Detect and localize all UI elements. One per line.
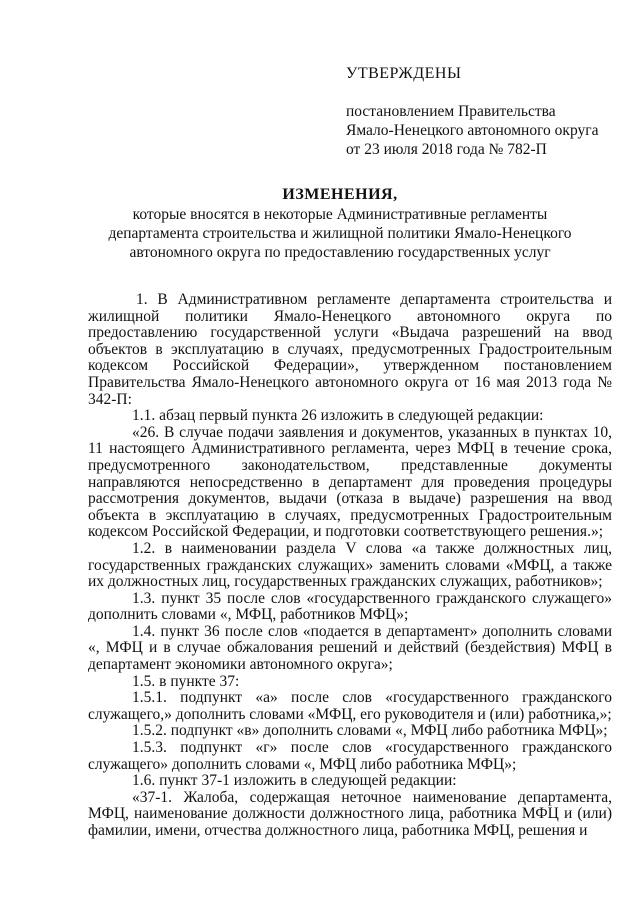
paragraph-1: 1. В Административном регламенте департамента строительства и жилищной политики Ямало-Ненецкого автономного округа по предоставлению государственной услуги «Выдача разрешений на ввод объектов в эксплуатацию в случаях, предусмотренных Градостроительным кодексом Российской Федерации», утвержденном постановлением Правительства Ямало-Ненецкого автономного округа от 16 мая 2013 года № 342-П: — [88, 291, 612, 408]
paragraph-1-4: 1.4. пункт 36 после слов «подается в департамент» дополнить словами «, МФЦ и в случае обжалования решений и действий (бездействия) МФЦ в департамент экономики автономного округа»; — [88, 622, 612, 674]
heading-line-1: которые вносятся в некоторые Административные регламенты — [132, 206, 548, 223]
paragraph-1-2: 1.2. в наименовании раздела V слова «а также должностных лиц, государственных гражданских служащих» заменить словами «МФЦ, а также их должностных лиц, государственных гражданских служащих, работников»; — [88, 539, 612, 591]
approval-line-2: Ямало-Ненецкого автономного округа — [346, 122, 599, 139]
paragraph-1-6: 1.6. пункт 37-1 изложить в следующей редакции: — [132, 772, 457, 790]
paragraph-1-5-3: 1.5.3. подпункт «г» после слов «государственного гражданского служащего» дополнить словами «, МФЦ либо работника МФЦ»; — [88, 739, 612, 773]
paragraph-1-1: 1.1. абзац первый пункта 26 изложить в следующей редакции: — [132, 407, 544, 425]
paragraph-1-5-1: 1.5.1. подпункт «а» после слов «государственного гражданского служащего,» дополнить словами «МФЦ, его руководителя и (или) работника,»; — [88, 689, 612, 723]
paragraph-37-1-text: «37-1. Жалоба, содержащая неточное наименование департамента, МФЦ, наименование должности должностного лица, работника МФЦ и (или) фамилии, имени, отчества должностного лица, работника МФЦ, решения и — [88, 788, 612, 839]
paragraph-1-5-2: 1.5.2. подпункт «в» дополнить словами «, МФЦ либо работника МФЦ»; — [132, 722, 608, 740]
paragraph-1-5: 1.5. в пункте 37: — [132, 672, 240, 690]
paragraph-1-3: 1.3. пункт 35 после слов «государственного гражданского служащего» дополнить словами «, МФЦ, работников МФЦ»; — [88, 589, 612, 624]
heading-line-2: департамента строительства и жилищной политики Ямало-Ненецкого — [108, 225, 572, 242]
approval-block — [346, 64, 626, 159]
approval-title: УТВЕРЖДЕНЫ — [346, 65, 462, 82]
approval-line-3: от 23 июля 2018 года № 782-П — [346, 141, 547, 158]
approval-line-1: постановлением Правительства — [346, 103, 556, 120]
document-heading — [80, 185, 600, 262]
heading-title: ИЗМЕНЕНИЯ, — [282, 186, 398, 203]
heading-line-3: автономного округа по предоставлению государственных услуг — [129, 244, 551, 261]
paragraph-26-text: «26. В случае подачи заявления и документов, указанных в пунктах 10, 11 настоящего Административного регламента, через МФЦ в течение срока, предусмотренного законодательством, представленные документы направляются непосредственно в департамент для проведения процедуры рассмотрения документов, выдачи (отказа в выдаче) разрешения на ввод объекта в эксплуатацию в случаях, предусмотренных Градостроительным кодексом Российской Федерации, и подготовки соответствующего решения.»; — [88, 423, 612, 541]
document-body — [88, 292, 612, 840]
